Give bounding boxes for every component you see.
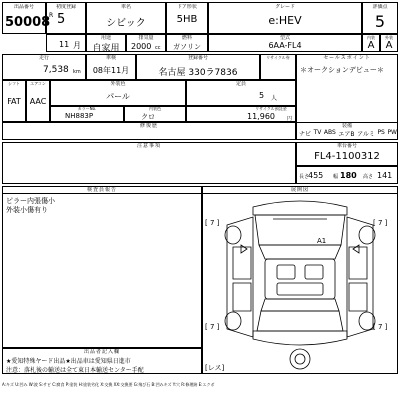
first-reg-month: 11 bbox=[59, 40, 70, 49]
car-diagram bbox=[203, 187, 397, 373]
inspection-cell bbox=[86, 54, 136, 80]
displacement-cell bbox=[126, 34, 166, 52]
inspection: 08年11月 bbox=[92, 66, 130, 75]
recycle-ticket-cell bbox=[260, 54, 296, 80]
equipment-nav: ナビ bbox=[299, 131, 312, 138]
score-label: 評価点 bbox=[372, 4, 388, 10]
history-cell bbox=[2, 122, 296, 140]
grade-cell bbox=[208, 2, 362, 34]
score-cell bbox=[362, 2, 398, 34]
equipment-label: 装備 bbox=[341, 123, 352, 129]
door-type: 5HB bbox=[176, 14, 198, 25]
chassis-label: 車台番号 bbox=[336, 143, 357, 149]
lot-cell bbox=[2, 2, 51, 34]
chassis: FL4-1100312 bbox=[314, 151, 380, 162]
recycle-ticket-label: リサイクル券 bbox=[266, 55, 290, 60]
first-reg-month-unit: 月 bbox=[73, 41, 81, 50]
notes-cell bbox=[2, 142, 296, 184]
first-reg-label: 初度登録 bbox=[55, 4, 76, 10]
first-reg-cell bbox=[46, 2, 86, 34]
height: 141 bbox=[377, 171, 393, 180]
equipment-ps: PS bbox=[377, 129, 385, 136]
interior-score: A bbox=[367, 40, 375, 51]
ext-color-cell bbox=[50, 80, 186, 106]
dims-cell bbox=[296, 166, 398, 184]
first-reg-era: R bbox=[49, 12, 54, 19]
first-reg-year: 5 bbox=[57, 12, 66, 27]
equipment-tv: TV bbox=[313, 129, 322, 136]
exhibitor-label: 出品者記入欄 bbox=[83, 349, 120, 355]
ext-color: パール bbox=[106, 92, 130, 101]
displacement: 2000 bbox=[131, 42, 152, 51]
grade: e:HEV bbox=[268, 14, 302, 27]
selling-point-label: セールスポイント bbox=[323, 55, 371, 61]
plate-label: 登録番号 bbox=[187, 55, 208, 61]
width-label: 幅 bbox=[333, 174, 339, 180]
fuel: ガソリン bbox=[173, 43, 201, 51]
displacement-label: 排気量 bbox=[138, 35, 154, 41]
lot-number: 50008 bbox=[5, 15, 51, 30]
fuel-cell bbox=[166, 34, 208, 52]
mileage-unit: km bbox=[73, 69, 81, 75]
usage-label: 用途 bbox=[100, 35, 111, 41]
damage-mark-a1: A1 bbox=[317, 237, 327, 245]
usage-cell bbox=[86, 34, 126, 52]
car-name: シビック bbox=[106, 18, 146, 29]
history-label: 修復歴 bbox=[139, 123, 158, 129]
equipment-airbag: エアB bbox=[338, 131, 355, 138]
inspector-cell bbox=[2, 186, 202, 348]
ext-color-label: 外装色 bbox=[110, 81, 126, 87]
int-color: クロ bbox=[141, 113, 155, 121]
mileage-label: 走行 bbox=[38, 55, 49, 61]
equipment-abs: ABS bbox=[323, 129, 336, 136]
chassis-cell bbox=[296, 142, 398, 166]
month-cell bbox=[46, 34, 86, 52]
selling-point: ＊オークションデビュー＊ bbox=[300, 66, 384, 74]
exterior-label: 外装 bbox=[385, 35, 393, 40]
inspector-line-1: ピラー内張傷小 bbox=[6, 197, 55, 205]
capacity-unit: 人 bbox=[271, 95, 278, 102]
exterior-score: A bbox=[385, 40, 393, 51]
capacity: 5 bbox=[259, 91, 265, 100]
diagram-cell bbox=[202, 186, 398, 374]
exterior-score-cell bbox=[380, 34, 398, 52]
int-color-cell bbox=[124, 106, 186, 122]
mileage: 7,538 bbox=[43, 65, 69, 75]
capacity-cell bbox=[186, 80, 296, 106]
tire-rear-right: [ 7 ] bbox=[373, 323, 388, 331]
door-type-label: ドア形状 bbox=[177, 4, 197, 10]
spare-tire-label: [レス] bbox=[205, 364, 225, 372]
model-type-cell bbox=[208, 34, 362, 52]
ac: AAC bbox=[29, 97, 47, 106]
equipment-alloy: アルミ bbox=[357, 131, 375, 138]
color-no-label: カラーNo. bbox=[77, 106, 97, 111]
equipment-list bbox=[299, 129, 397, 139]
inspection-label: 車検 bbox=[105, 55, 116, 61]
tire-front-left: [ 7 ] bbox=[205, 219, 220, 227]
interior-label: 内装 bbox=[367, 35, 375, 40]
shift-cell bbox=[2, 80, 26, 122]
length: 455 bbox=[308, 171, 324, 180]
interior-score-cell bbox=[362, 34, 380, 52]
score: 5 bbox=[374, 12, 386, 31]
color-no-cell bbox=[50, 106, 124, 122]
exhibitor-line-1: ★愛知特殊ヤード出品★出品車は愛知県日進市 bbox=[6, 358, 131, 365]
shift: FAT bbox=[7, 97, 21, 106]
int-color-label: 内装色 bbox=[149, 106, 161, 111]
height-label: 高さ bbox=[363, 174, 374, 180]
door-type-cell bbox=[166, 2, 208, 34]
plate-cell bbox=[136, 54, 260, 80]
model-type-label: 型式 bbox=[279, 35, 290, 41]
mileage-cell bbox=[2, 54, 86, 80]
recycle-fee: 11,960 bbox=[247, 112, 275, 121]
displacement-unit: cc bbox=[155, 45, 161, 51]
tire-rear-left: [ 7 ] bbox=[205, 323, 220, 331]
equipment-pw: PW bbox=[387, 129, 397, 136]
length-label: 長さ bbox=[299, 174, 310, 180]
recycle-fee-label: リサイクル預託金 bbox=[255, 106, 287, 111]
exhibitor-cell bbox=[2, 348, 202, 374]
car-name-label: 車名 bbox=[120, 4, 131, 10]
grade-label: グレード bbox=[274, 4, 295, 10]
tire-front-right: [ 7 ] bbox=[373, 219, 388, 227]
color-no: NH883P bbox=[65, 112, 94, 120]
capacity-label: 定員 bbox=[235, 81, 246, 87]
ac-label: エアコン bbox=[30, 81, 46, 86]
notes-label: 注意事項 bbox=[136, 143, 161, 149]
model-type: 6AA-FL4 bbox=[268, 41, 302, 50]
shift-label: シフト bbox=[8, 81, 20, 86]
lot-label: 出品番号 bbox=[13, 4, 34, 10]
damage-legend: A:キズ U:凹み W:波 S:サビ C:腐食 P:塗装 H:塗装劣化 X:交換 XX:交換要 G:飛び石 B:凹みキズ Y:穴 R:修理跡 E:エクボ bbox=[2, 382, 215, 387]
inspector-line-2: 外装小傷有り bbox=[6, 206, 48, 214]
recycle-fee-unit: 円 bbox=[287, 116, 293, 122]
plate: 名古屋 330ラ7836 bbox=[158, 68, 238, 78]
car-name-cell bbox=[86, 2, 166, 34]
diagram-label: 展開図 bbox=[290, 187, 309, 193]
ac-cell bbox=[26, 80, 50, 122]
width: 180 bbox=[340, 171, 357, 180]
exhibitor-line-2: 注意：落札後の輸送は全て東日本輸送センター手配 bbox=[6, 367, 144, 374]
recycle-fee-cell bbox=[186, 106, 296, 122]
fuel-label: 燃料 bbox=[181, 35, 192, 41]
usage: 自家用 bbox=[92, 44, 120, 54]
inspector-label: 検査員報告 bbox=[86, 187, 117, 193]
equipment-cell bbox=[296, 122, 398, 140]
